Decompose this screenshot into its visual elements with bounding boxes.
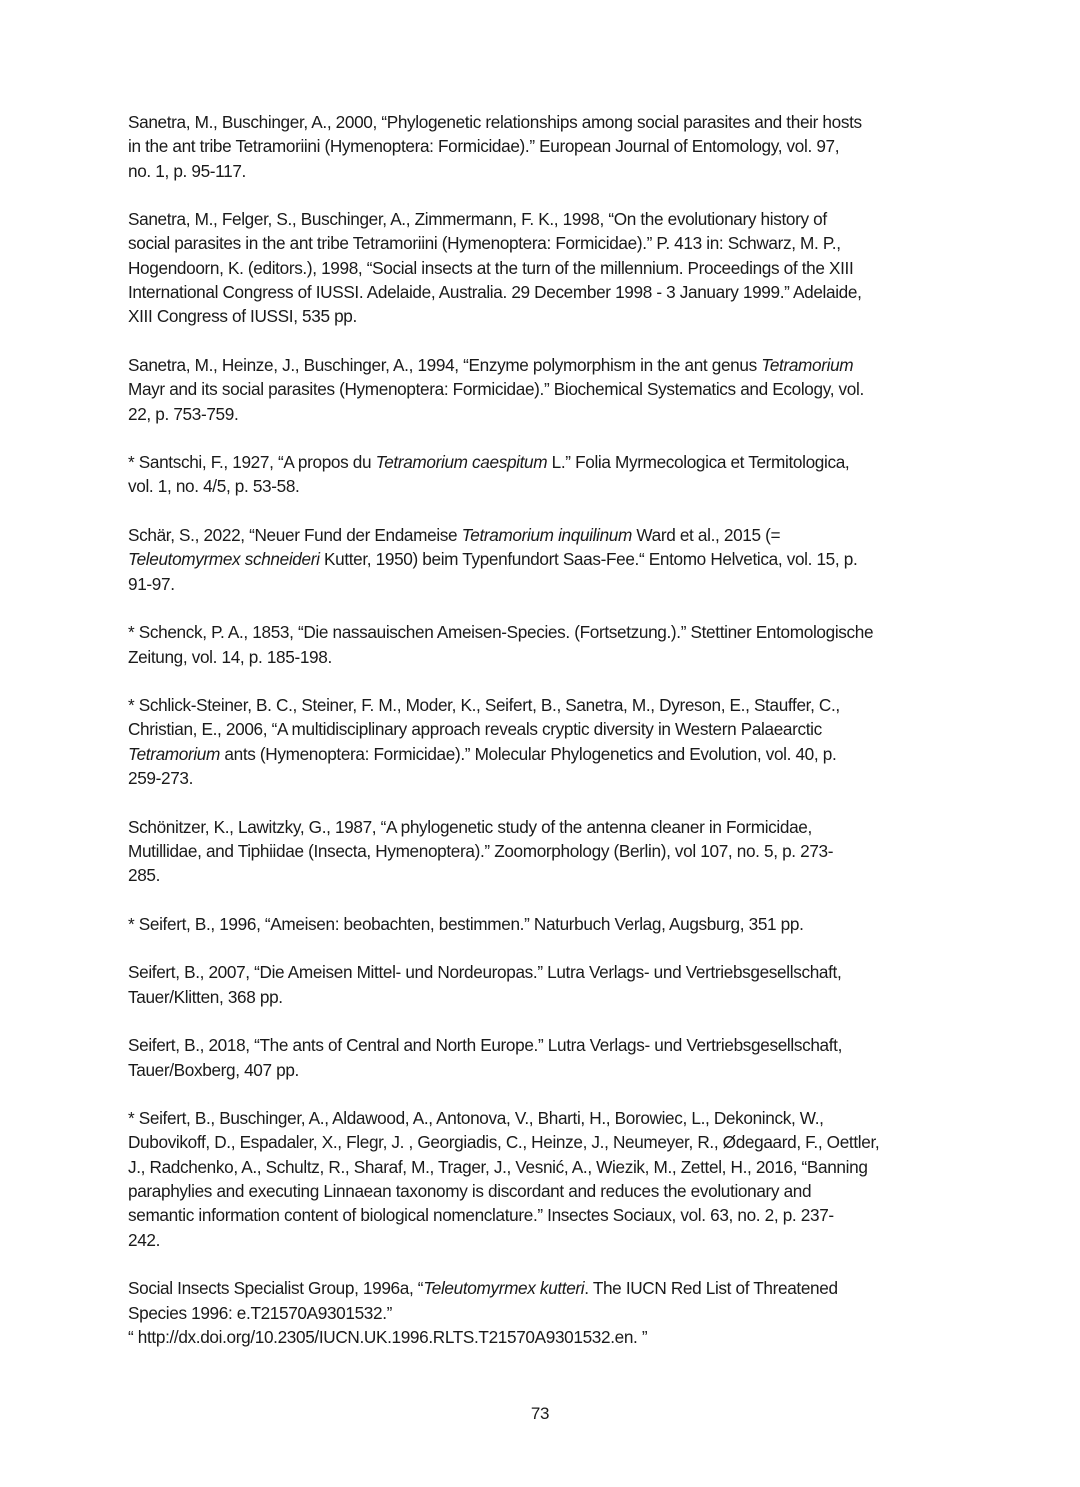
reference-line <box>128 474 958 498</box>
reference-entry <box>128 207 958 328</box>
reference-text: Schönitzer, K., Lawitzky, G., 1987, “A phylogenetic study of the antenna cleaner in Formicidae, <box>128 816 812 837</box>
reference-list <box>128 110 958 1349</box>
reference-text: 259-273. <box>128 768 194 789</box>
reference-entry <box>128 353 958 426</box>
reference-text: International Congress of IUSSI. Adelaide, Australia. 29 December 1998 - 3 January 1999.” Adelaide, <box>128 282 862 303</box>
reference-line <box>128 1155 958 1179</box>
italic-taxon-name: Tetramorium caespitum <box>375 452 548 473</box>
reference-text: Hogendoorn, K. (editors.), 1998, “Social insects at the turn of the millennium. Proceedings of the XIII <box>128 257 854 278</box>
reference-line <box>128 547 958 571</box>
reference-text: Tauer/Boxberg, 407 pp. <box>128 1059 299 1080</box>
reference-line <box>128 1179 958 1203</box>
reference-line <box>128 912 958 936</box>
reference-line <box>128 766 958 790</box>
reference-text: “ http://dx.doi.org/10.2305/IUCN.UK.1996.RLTS.T21570A9301532.en. ” <box>128 1326 648 1347</box>
reference-entry <box>128 1106 958 1252</box>
reference-text: Species 1996: e.T21570A9301532.” <box>128 1302 393 1323</box>
reference-text: 22, p. 753-759. <box>128 403 239 424</box>
reference-line <box>128 645 958 669</box>
reference-text: * Schlick-Steiner, B. C., Steiner, F. M., Moder, K., Seifert, B., Sanetra, M., Dyreson, E., Stauffer, C., <box>128 695 840 716</box>
reference-line <box>128 1130 958 1154</box>
reference-entry <box>128 450 958 499</box>
reference-text: in the ant tribe Tetramoriini (Hymenoptera: Formicidae).” European Journal of Entomology, vol. 97, <box>128 136 840 157</box>
reference-text: Kutter, 1950) beim Typenfundort Saas-Fee.“ Entomo Helvetica, vol. 15, p. <box>319 549 858 570</box>
italic-taxon-name: Tetramorium <box>128 743 220 764</box>
reference-line <box>128 353 958 377</box>
reference-text: XIII Congress of IUSSI, 535 pp. <box>128 306 357 327</box>
reference-text: ants (Hymenoptera: Formicidae).” Molecular Phylogenetics and Evolution, vol. 40, p. <box>219 743 837 764</box>
reference-text: Mayr and its social parasites (Hymenoptera: Formicidae).” Biochemical Systematics and Ecology, vol. <box>128 379 864 400</box>
reference-entry <box>128 693 958 790</box>
italic-taxon-name: Tetramorium inquilinum <box>461 525 632 546</box>
italic-taxon-name: Tetramorium <box>761 354 854 375</box>
reference-line <box>128 960 958 984</box>
reference-text: 285. <box>128 865 161 886</box>
reference-text: L.” Folia Myrmecologica et Termitologica, <box>547 452 850 473</box>
reference-text: Zeitung, vol. 14, p. 185-198. <box>128 646 332 667</box>
reference-line <box>128 742 958 766</box>
reference-entry <box>128 960 958 1009</box>
reference-text: Sanetra, M., Felger, S., Buschinger, A., Zimmermann, F. K., 1998, “On the evolutionary history of <box>128 209 827 230</box>
reference-line <box>128 1228 958 1252</box>
reference-text: Seifert, B., 2018, “The ants of Central and North Europe.” Lutra Verlags- und Vertriebsgesellschaft, <box>128 1035 843 1056</box>
reference-text: Ward et al., 2015 (= <box>631 525 781 546</box>
reference-line <box>128 572 958 596</box>
reference-text: Sanetra, M., Heinze, J., Buschinger, A., 1994, “Enzyme polymorphism in the ant genus <box>128 354 762 375</box>
reference-text: 91-97. <box>128 573 175 594</box>
reference-line <box>128 304 958 328</box>
reference-line <box>128 231 958 255</box>
reference-line <box>128 377 958 401</box>
reference-text: Schär, S., 2022, “Neuer Fund der Endameise <box>128 525 462 546</box>
reference-entry <box>128 815 958 888</box>
reference-line <box>128 1203 958 1227</box>
reference-entry <box>128 620 958 669</box>
reference-line <box>128 1276 958 1300</box>
reference-text: Social Insects Specialist Group, 1996a, “ <box>128 1278 424 1299</box>
reference-text: Sanetra, M., Buschinger, A., 2000, “Phylogenetic relationships among social parasites and their hosts <box>128 112 862 132</box>
reference-line <box>128 1058 958 1082</box>
reference-text: J., Radchenko, A., Schultz, R., Sharaf, M., Trager, J., Vesnić, A., Wiezik, M., Zettel, H., 2016, “Banning <box>128 1156 868 1177</box>
page-number: 73 <box>530 1404 550 1423</box>
reference-line <box>128 207 958 231</box>
reference-line <box>128 1325 958 1349</box>
reference-entry <box>128 1033 958 1082</box>
reference-line <box>128 159 958 183</box>
reference-text: Christian, E., 2006, “A multidisciplinary approach reveals cryptic diversity in Western Palaearctic <box>128 719 822 740</box>
reference-text: paraphylies and executing Linnaean taxonomy is discordant and reduces the evolutionary and <box>128 1181 812 1202</box>
reference-line <box>128 1301 958 1325</box>
reference-text: vol. 1, no. 4/5, p. 53-58. <box>128 476 300 497</box>
reference-text: social parasites in the ant tribe Tetramoriini (Hymenoptera: Formicidae).” P. 413 in: Schwarz, M. P., <box>128 233 841 254</box>
reference-text: 242. <box>128 1229 161 1250</box>
reference-line <box>128 839 958 863</box>
reference-line <box>128 280 958 304</box>
reference-text: . The IUCN Red List of Threatened <box>584 1278 838 1299</box>
reference-entry <box>128 912 958 936</box>
reference-entry <box>128 523 958 596</box>
reference-text: Seifert, B., 2007, “Die Ameisen Mittel- und Nordeuropas.” Lutra Verlags- und Vertriebsgesellschaft, <box>128 962 842 983</box>
italic-taxon-name: Teleutomyrmex schneideri <box>128 549 320 570</box>
reference-text: * Santschi, F., 1927, “A propos du <box>128 452 376 473</box>
reference-line <box>128 256 958 280</box>
reference-entry <box>128 110 958 183</box>
reference-line <box>128 717 958 741</box>
italic-taxon-name: Teleutomyrmex kutteri <box>423 1278 585 1299</box>
reference-line <box>128 985 958 1009</box>
reference-line <box>128 1106 958 1130</box>
reference-entry <box>128 1276 958 1349</box>
reference-line <box>128 110 958 134</box>
reference-text: Mutillidae, and Tiphiidae (Insecta, Hymenoptera).” Zoomorphology (Berlin), vol 107, no. 5, p. 273- <box>128 840 834 861</box>
reference-text: no. 1, p. 95-117. <box>128 160 246 181</box>
reference-text: Tauer/Klitten, 368 pp. <box>128 986 283 1007</box>
reference-line <box>128 450 958 474</box>
reference-line <box>128 863 958 887</box>
reference-text: semantic information content of biological nomenclature.” Insectes Sociaux, vol. 63, no. 2, p. 237- <box>128 1205 834 1226</box>
reference-line <box>128 1033 958 1057</box>
reference-text: * Seifert, B., 1996, “Ameisen: beobachten, bestimmen.” Naturbuch Verlag, Augsburg, 351 pp. <box>128 913 804 934</box>
reference-line <box>128 620 958 644</box>
reference-text: * Schenck, P. A., 1853, “Die nassauischen Ameisen-Species. (Fortsetzung.).” Stettiner Entomologische <box>128 622 874 643</box>
reference-line <box>128 815 958 839</box>
reference-text: Dubovikoff, D., Espadaler, X., Flegr, J. , Georgiadis, C., Heinze, J., Neumeyer, R., Ødegaard, F., Oettler, <box>128 1132 880 1153</box>
reference-text: * Seifert, B., Buschinger, A., Aldawood, A., Antonova, V., Bharti, H., Borowiec, L., Dekoninck, W., <box>128 1108 824 1129</box>
reference-line <box>128 693 958 717</box>
reference-line <box>128 402 958 426</box>
reference-line <box>128 523 958 547</box>
reference-line <box>128 134 958 158</box>
